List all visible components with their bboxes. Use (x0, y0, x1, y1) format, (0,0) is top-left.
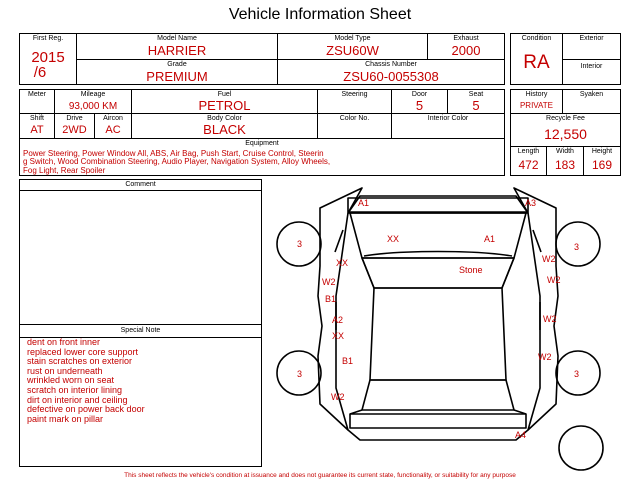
special-note-item: wrinkled worn on seat (27, 375, 115, 386)
interior-color-label: Interior Color (427, 115, 469, 122)
mileage-label: Mileage (80, 91, 106, 98)
fuel-label: Fuel (217, 91, 232, 98)
history-label: History (525, 91, 548, 98)
first-reg-month: /6 (33, 64, 47, 81)
damage-mark: 3 (297, 369, 303, 379)
first-reg-label: First Reg. (32, 35, 64, 42)
damage-mark: A1 (358, 198, 370, 208)
damage-mark: 3 (574, 369, 580, 379)
chassis-value: ZSU60-0055308 (343, 69, 439, 84)
equipment-line: Fog Light, Rear Spoiler (23, 165, 106, 175)
special-note-item: dirt on interior and ceiling (27, 394, 128, 405)
damage-mark: W2 (331, 392, 345, 402)
damage-mark: XX (332, 331, 345, 341)
a-pillars (362, 258, 514, 288)
special-note-item: stain scratches on exterior (27, 356, 133, 367)
special-note-item: defective on power back door (27, 404, 145, 415)
aircon-value: AC (105, 124, 121, 136)
special-note-label: Special Note (120, 327, 161, 334)
chassis-label: Chassis Number (365, 61, 417, 68)
history-value: PRIVATE (519, 101, 554, 110)
condition-label: Condition (521, 35, 552, 42)
model-type-label: Model Type (334, 35, 371, 42)
model-name-value: HARRIER (147, 43, 207, 58)
interior-label: Interior (580, 63, 603, 70)
damage-mark: A2 (332, 315, 344, 325)
damage-mark: Stone (459, 265, 483, 275)
rear-bumper-outline (348, 430, 528, 440)
body-color-value: BLACK (203, 122, 246, 137)
door-value: 5 (415, 98, 424, 113)
damage-mark: A1 (484, 234, 496, 244)
fuel-value: PETROL (198, 98, 251, 113)
right-side-profile (514, 188, 558, 430)
damage-mark: W2 (543, 314, 557, 324)
damage-mark: A4 (515, 430, 527, 440)
damage-mark: 3 (297, 239, 303, 249)
special-note-item: replaced lower core support (27, 346, 139, 357)
mileage-value: 93,000 KM (68, 101, 118, 112)
rear-window (362, 380, 514, 410)
front-bumper (348, 198, 528, 212)
spare-wheel (559, 426, 603, 470)
damage-mark: XX (336, 258, 349, 268)
exterior-label: Exterior (579, 35, 604, 42)
damage-mark: W2 (547, 275, 561, 285)
height-value: 169 (591, 158, 613, 172)
rear-bumper (350, 414, 526, 428)
recycle-label: Recycle Fee (546, 115, 585, 122)
color-no-label: Color No. (339, 115, 370, 122)
width-label: Width (556, 148, 574, 155)
width-value: 183 (554, 158, 576, 172)
seat-value: 5 (472, 98, 480, 113)
comment-label: Comment (125, 181, 156, 188)
drive-value: 2WD (62, 124, 87, 136)
meter-label: Meter (28, 91, 46, 98)
exhaust-value: 2000 (451, 43, 481, 58)
special-note-item: scratch on interior lining (27, 384, 123, 395)
aircon-label: Aircon (103, 115, 123, 122)
damage-mark: W2 (322, 277, 336, 287)
body-color-label: Body Color (207, 115, 242, 122)
first-reg-year: 2015 (31, 49, 65, 66)
damage-mark: B1 (342, 356, 354, 366)
door-label: Door (411, 91, 428, 98)
damage-mark: A3 (525, 198, 537, 208)
special-note-item: rust on underneath (27, 365, 103, 376)
length-value: 472 (518, 158, 539, 172)
windshield-top-line (364, 252, 512, 257)
windshield (362, 258, 514, 288)
roof (370, 288, 506, 380)
damage-mark: W2 (542, 254, 556, 264)
damage-mark: B1 (325, 294, 337, 304)
equipment-label: Equipment (245, 140, 279, 147)
model-name-label: Model Name (157, 35, 197, 42)
syaken-label: Syaken (579, 91, 604, 98)
grade-label: Grade (167, 61, 187, 68)
length-label: Length (517, 148, 540, 155)
model-type-value: ZSU60W (326, 43, 379, 58)
footer-disclaimer: This sheet reflects the vehicle's condition at issuance and does not guarantee its current state, functionality, or suitability for any purpose (124, 472, 516, 479)
shift-value: AT (30, 124, 44, 136)
drive-label: Drive (66, 115, 83, 122)
steering-label: Steering (341, 91, 368, 98)
special-note-item: dent on front inner (27, 337, 101, 347)
damage-mark: 3 (574, 242, 580, 252)
recycle-value: 12,550 (544, 126, 587, 142)
shift-label: Shift (29, 115, 44, 122)
special-note-item: paint mark on pillar (27, 413, 104, 424)
condition-value: RA (523, 52, 550, 73)
equipment-line: Power Steering, Power Window All, ABS, Air Bag, Push Start, Cruise Control, Steerin (23, 149, 324, 158)
damage-mark: XX (387, 234, 400, 244)
page-title: Vehicle Information Sheet (228, 6, 412, 23)
damage-mark: W2 (538, 352, 552, 362)
exhaust-label: Exhaust (453, 35, 479, 42)
height-label: Height (591, 148, 613, 155)
seat-label: Seat (468, 91, 484, 98)
grade-value: PREMIUM (146, 69, 208, 84)
equipment-line: g Switch, Wood Combination Steering, Audio Player, Navigation System, Alloy Wheels, (23, 157, 331, 167)
damage-marks (297, 198, 579, 440)
